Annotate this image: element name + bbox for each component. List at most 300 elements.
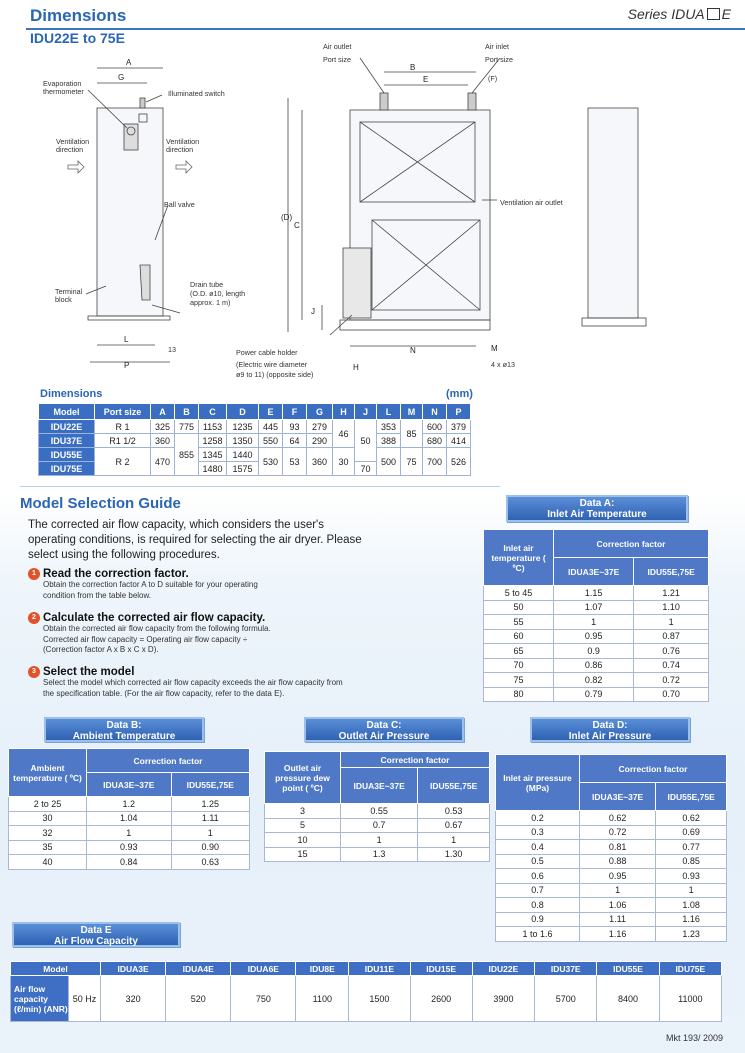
cell-port: R 2 [95,448,151,476]
cell-factor: 0.74 [634,658,709,673]
table-row [9,797,250,812]
cell-condition: 0.3 [496,825,580,840]
table-row [9,811,250,826]
dim-d-label: (D) [281,213,293,222]
cell-capacity: 520 [166,976,231,1022]
vent-arrow-right-icon [176,161,192,173]
data-a-body [484,586,709,702]
cell-c: 1258 [199,434,227,448]
dim-l-label: L [124,335,129,344]
data-d-body [496,811,727,942]
badge-line-2: Inlet Air Temperature [547,508,647,520]
cell-b: 775 [175,420,199,434]
col-model-name: IDUA3E [101,962,166,976]
cell-factor: 0.84 [87,855,172,870]
cell-c: 1480 [199,462,227,476]
col-sub-1: IDUA3E~37E [341,768,418,804]
air-inlet-label-2: Port size [485,55,513,64]
cell-condition: 0.2 [496,811,580,826]
cell-factor: 0.88 [580,854,656,869]
cell-factor: 1.06 [580,898,656,913]
col-correction-group: Correction factor [341,752,490,768]
cell-condition: 0.7 [496,883,580,898]
col-sub-2: IDU55E,75E [171,773,249,797]
data-e-header-row [11,962,722,976]
vent-left-label-2: direction [56,145,84,154]
data-d-badge [530,717,690,742]
cell-factor: 0.69 [656,825,727,840]
table-row [496,825,727,840]
cell-c: 1345 [199,448,227,462]
bolt-label: 4 x ø13 [491,360,515,369]
cell-factor: 1.3 [341,847,418,862]
data-b-badge [44,717,204,742]
vent-left-label-1: Ventilation [56,137,90,146]
cell-capacity: 8400 [597,976,659,1022]
cell-frequency: 50 Hz [69,976,101,1022]
col-p: P [447,404,471,420]
air-outlet-label-2: Port size [323,55,351,64]
step-heading: Read the correction factor. [43,568,189,580]
filter-unit [343,248,371,318]
table-row [496,854,727,869]
col-correction-group: Correction factor [554,530,709,558]
cell-d: 1575 [227,462,259,476]
col-n: N [423,404,447,420]
dimensions-table [38,403,471,476]
col-ambient-temp: Ambient temperature ( ºC) [9,749,87,797]
cell-capacity: 5700 [535,976,597,1022]
cell-factor: 1.08 [656,898,727,913]
col-j: J [355,404,377,420]
power-label-1: Power cable holder [236,348,298,357]
table-row [484,600,709,615]
table-row [496,883,727,898]
col-g: G [307,404,333,420]
cell-factor: 1 [580,883,656,898]
step-number-icon: 3 [28,666,40,678]
cell-m: 85 [401,420,423,448]
col-port: Port size [95,404,151,420]
table-row [265,804,490,819]
cell-condition: 1 to 1.6 [496,927,580,942]
dimensions-unit: (mm) [446,388,473,400]
col-model-name: IDU75E [659,962,721,976]
cell-factor: 0.79 [554,687,634,702]
cell-n: 680 [423,434,447,448]
cell-g: 279 [307,420,333,434]
cell-condition: 50 [484,600,554,615]
badge-line-2: Outlet Air Pressure [338,730,430,742]
cell-f: 64 [283,434,307,448]
cell-factor: 0.67 [418,818,490,833]
badge-line-2: Ambient Temperature [72,730,176,742]
col-sub-1: IDUA3E~37E [580,783,656,811]
cell-factor: 0.55 [341,804,418,819]
data-a-badge [506,495,688,522]
cell-factor: 0.93 [87,840,172,855]
cell-d: 1350 [227,434,259,448]
drain-label-3: approx. 1 m) [190,298,231,307]
step-number-icon: 1 [28,568,40,580]
page-title: Dimensions [30,6,127,25]
step-1 [28,568,448,601]
col-sub-2: IDU55E,75E [634,558,709,586]
evap-label-2: thermometer [43,87,84,96]
step-text-2: Corrected air flow capacity = Operating air flow capacity ÷ [43,634,248,644]
cell-factor: 1.04 [87,811,172,826]
col-sub-2: IDU55E,75E [656,783,727,811]
cell-factor: 1.11 [171,811,249,826]
col-a: A [151,404,175,420]
cell-f: 93 [283,420,307,434]
data-d-table [495,754,727,942]
cell-g: 360 [307,448,333,476]
dim-g-label: G [118,73,125,82]
col-correction-group: Correction factor [580,755,727,783]
dimension-drawing [0,42,745,390]
cell-condition: 30 [9,811,87,826]
cell-condition: 32 [9,826,87,841]
terminal-label-2: block [55,295,72,304]
data-e-badge [12,922,180,947]
cell-a: 360 [151,434,175,448]
row-air-flow-label: Air flow capacity (ℓ/min) (ANR) [11,976,69,1022]
cell-j: 70 [355,462,377,476]
col-l: L [377,404,401,420]
cell-factor: 0.82 [554,673,634,688]
cell-condition: 40 [9,855,87,870]
cell-condition: 75 [484,673,554,688]
dim-h-label: H [353,363,359,372]
data-b-table [8,748,250,870]
cell-factor: 0.72 [580,825,656,840]
cell-factor: 1.21 [634,586,709,601]
cell-p: 414 [447,434,471,448]
terminal-label-1: Terminal [55,287,83,296]
col-model-name: IDU8E [296,962,349,976]
cell-factor: 0.77 [656,840,727,855]
data-a-table [483,529,709,702]
col-sub-1: IDUA3E~37E [554,558,634,586]
badge-line-2: Inlet Air Pressure [568,730,652,742]
col-sub-1: IDUA3E~37E [87,773,172,797]
table-row [496,840,727,855]
table-row [496,927,727,942]
col-model-name: IDU11E [349,962,410,976]
cell-a: 325 [151,420,175,434]
selection-intro: The corrected air flow capacity, which considers the user's operating conditions, is required for selecting the air dryer. Please select using the following procedures. [28,519,362,561]
dim-m-label: M [491,344,498,353]
cell-condition: 70 [484,658,554,673]
cell-model: IDU55E [39,448,95,462]
col-model-name: IDU15E [410,962,472,976]
evap-label-1: Evaporation [43,79,82,88]
cell-port: R1 1/2 [95,434,151,448]
cell-condition: 80 [484,687,554,702]
table-row [265,833,490,848]
data-c-badge [304,717,464,742]
col-dew-point: Outlet air pressure dew point ( ºC) [265,752,341,804]
table-row [39,448,471,462]
cell-capacity: 11000 [659,976,721,1022]
col-c: C [199,404,227,420]
table-row [496,811,727,826]
cell-condition: 3 [265,804,341,819]
cell-condition: 0.5 [496,854,580,869]
cell-p: 526 [447,448,471,476]
dim-b-label: B [410,63,416,72]
cell-model: IDU75E [39,462,95,476]
switch-label: Illuminated switch [168,89,225,98]
step-3 [28,666,448,699]
drain-label-1: Drain tube [190,280,224,289]
cell-factor: 1 [554,615,634,630]
cell-factor: 1 [418,833,490,848]
data-c-table [264,751,490,862]
table-row [484,687,709,702]
table-row [39,420,471,434]
cell-factor: 0.9 [554,644,634,659]
step-number-icon: 2 [28,612,40,624]
cell-e: 530 [259,448,283,476]
cell-factor: 1 [634,615,709,630]
table-row [484,615,709,630]
col-model: Model [11,962,101,976]
col-d: D [227,404,259,420]
dimension-drawing-svg [0,42,745,390]
cell-l: 500 [377,448,401,476]
series-box-icon [707,8,720,20]
cell-port: R 1 [95,420,151,434]
cell-factor: 1 [656,883,727,898]
col-model-name: IDUA4E [166,962,231,976]
badge-line-1: Data C: [366,720,402,731]
cell-factor: 0.85 [656,854,727,869]
col-model-name: IDU37E [535,962,597,976]
rear-view-body [588,108,638,318]
drain-body [140,265,150,300]
cell-h: 46 [333,420,355,448]
step-text-2: the specification table. (For the air flow capacity, refer to the data E). [43,688,285,698]
cell-a: 470 [151,448,175,476]
table-row [9,826,250,841]
table-row [484,644,709,659]
col-e: E [259,404,283,420]
section-divider [20,486,500,487]
step-text: Obtain the correction factor A to D suitable for your operating condition from the table below. [43,580,258,600]
cell-d: 1235 [227,420,259,434]
step-heading: Select the model [43,666,135,678]
dim-a-label: A [126,58,132,67]
col-model-name: IDUA6E [231,962,296,976]
cell-l: 388 [377,434,401,448]
col-inlet-pressure: Inlet air pressure (MPa) [496,755,580,811]
vent-right-label-1: Ventilation [166,137,200,146]
cell-condition: 0.8 [496,898,580,913]
series-suffix: E [721,6,731,22]
cell-j: 50 [355,420,377,462]
cell-h: 30 [333,448,355,476]
cell-factor: 1.25 [171,797,249,812]
cell-capacity: 2600 [410,976,472,1022]
data-e-value-row [11,976,722,1022]
cell-factor: 0.87 [634,629,709,644]
cell-factor: 1.11 [580,912,656,927]
page-subtitle: IDU22E to 75E [30,30,125,46]
air-inlet-label-1: Air inlet [485,42,509,51]
cell-factor: 0.63 [171,855,249,870]
cell-factor: 0.76 [634,644,709,659]
cell-condition: 0.6 [496,869,580,884]
dim-c-label: C [294,221,300,230]
cell-factor: 0.62 [656,811,727,826]
dim-13-label: 13 [168,345,176,354]
table-row [9,840,250,855]
data-b-body [9,797,250,870]
power-label-2: (Electric wire diameter [236,360,308,369]
cell-factor: 0.95 [580,869,656,884]
badge-line-1: Data D: [592,720,628,731]
cell-capacity: 1500 [349,976,410,1022]
cell-factor: 0.62 [580,811,656,826]
cell-factor: 0.70 [634,687,709,702]
vent-arrow-left-icon [68,161,84,173]
header-rule [26,28,745,30]
cell-condition: 2 to 25 [9,797,87,812]
cell-condition: 15 [265,847,341,862]
cell-f: 53 [283,448,307,476]
dim-j-label: J [311,307,315,316]
selection-guide-title: Model Selection Guide [20,495,181,512]
col-correction-group: Correction factor [87,749,250,773]
cell-n: 700 [423,448,447,476]
cell-factor: 0.95 [554,629,634,644]
step-heading: Calculate the corrected air flow capacity. [43,612,266,624]
data-c-body [265,804,490,862]
vent-outlet-label: Ventilation air outlet [500,198,563,207]
dim-f-label: (F) [488,74,498,83]
col-model: Model [39,404,95,420]
footer-code: Mkt 193/ 2009 [665,1033,723,1043]
badge-line-1: Data E [80,925,112,936]
table-row [496,898,727,913]
dim-e-label: E [423,75,429,84]
side-view-base [340,320,490,330]
cell-factor: 1.07 [554,600,634,615]
table-row [265,818,490,833]
cell-capacity: 3900 [472,976,534,1022]
cell-c: 1153 [199,420,227,434]
col-sub-2: IDU55E,75E [418,768,490,804]
table-row [484,673,709,688]
cell-factor: 0.93 [656,869,727,884]
col-model-name: IDU55E [597,962,659,976]
cell-condition: 5 [265,818,341,833]
cell-factor: 1.15 [554,586,634,601]
cell-p: 379 [447,420,471,434]
cell-factor: 1 [87,826,172,841]
table-row [265,847,490,862]
front-view-base [88,316,170,320]
cell-capacity: 320 [101,976,166,1022]
cell-factor: 1.30 [418,847,490,862]
cell-condition: 60 [484,629,554,644]
cell-condition: 5 to 45 [484,586,554,601]
power-label-3: ø9 to 11) (opposite side) [236,370,314,379]
col-b: B [175,404,199,420]
cell-factor: 0.81 [580,840,656,855]
cell-model: IDU22E [39,420,95,434]
cell-condition: 0.9 [496,912,580,927]
cell-capacity: 1100 [296,976,349,1022]
air-inlet-port [468,93,476,110]
step-text-1: Select the model which corrected air flow capacity exceeds the air flow capacity from [43,678,343,687]
ball-valve-label: Ball valve [164,200,195,209]
cell-l: 353 [377,420,401,434]
cell-condition: 35 [9,840,87,855]
cell-condition: 0.4 [496,840,580,855]
col-m: M [401,404,423,420]
table-row [484,629,709,644]
cell-e: 445 [259,420,283,434]
badge-line-2: Air Flow Capacity [54,935,138,947]
cell-factor: 0.53 [418,804,490,819]
cell-factor: 0.86 [554,658,634,673]
data-e-table [10,961,722,1022]
dimensions-header-row [39,404,471,420]
cell-condition: 55 [484,615,554,630]
cell-factor: 1.10 [634,600,709,615]
series-prefix: Series IDUA [627,6,705,22]
dim-n-label: N [410,346,416,355]
step-text-3: (Correction factor A x B x C x D). [43,645,159,654]
air-outlet-port [380,93,388,110]
front-evaporation-thermometer [124,124,138,150]
cell-condition: 65 [484,644,554,659]
table-row [9,855,250,870]
col-f: F [283,404,307,420]
cell-g: 290 [307,434,333,448]
cell-factor: 1.2 [87,797,172,812]
badge-line-1: Data B: [106,720,142,731]
drain-label-2: (O.D. ø10, length [190,289,246,298]
col-h: H [333,404,355,420]
cell-factor: 0.7 [341,818,418,833]
cell-factor: 1.16 [580,927,656,942]
step-2 [28,612,448,656]
cell-factor: 0.72 [634,673,709,688]
air-outlet-label-1: Air outlet [323,42,352,51]
dimensions-table-title: Dimensions [40,388,103,400]
badge-line-1: Data A: [579,498,615,509]
cell-b: 855 [175,434,199,476]
cell-factor: 1 [171,826,249,841]
vent-right-label-2: direction [166,145,194,154]
cell-e: 550 [259,434,283,448]
cell-m: 75 [401,448,423,476]
table-row [496,869,727,884]
col-model-name: IDU22E [472,962,534,976]
cell-factor: 1.16 [656,912,727,927]
cell-factor: 0.90 [171,840,249,855]
cell-factor: 1 [341,833,418,848]
rear-view-base [582,318,646,326]
table-row [484,586,709,601]
step-text-1: Obtain the corrected air flow capacity from the following formula. [43,624,271,633]
table-row [496,912,727,927]
col-inlet-temp: Inlet air temperature ( ºC) [484,530,554,586]
